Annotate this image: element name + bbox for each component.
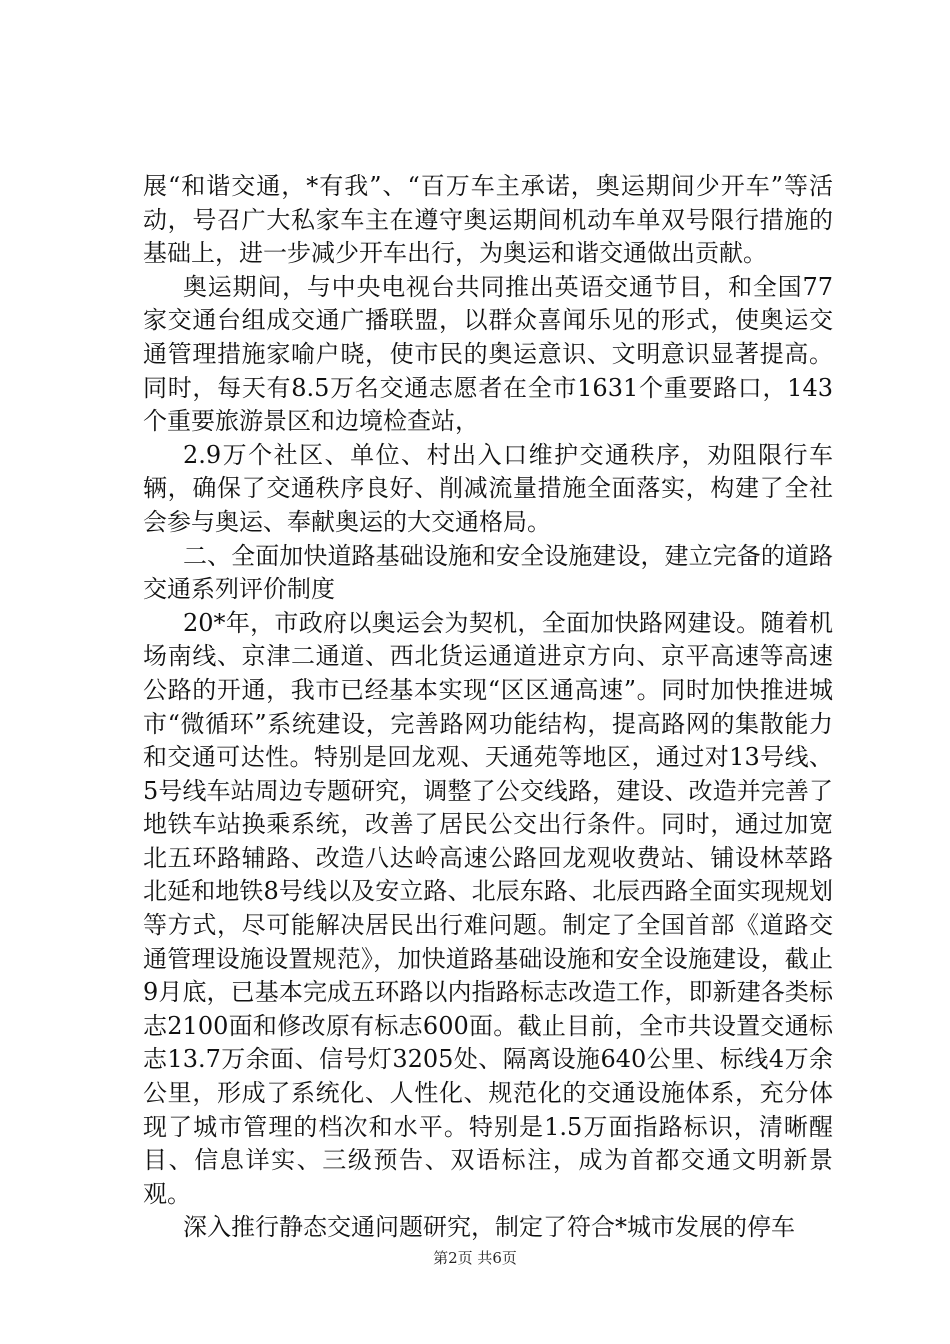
section-heading-2: 二、全面加快道路基础设施和安全设施建设，建立完备的道路交通系列评价制度 (143, 541, 833, 604)
page-footer: 第2页 共6页 (433, 1249, 517, 1267)
paragraph-continuation: 展“和谐交通，*有我”、“百万车主承诺，奥运期间少开车”等活动，号召广大私家车主在遵守奥运期间机动车单双号限行措施的基础上，进一步减少开车出行，为奥运和谐交通做出贡献。 (143, 172, 833, 268)
paragraph-olympic-broadcast: 奥运期间，与中央电视台共同推出英语交通节目，和全国77家交通台组成交通广播联盟，以群众喜闻乐见的形式，使奥运交通管理措施家喻户晓，使市民的奥运意识、文明意识显著提高。同时，每天有8.5万名交通志愿者在全市1631个重要路口，143个重要旅游景区和边境检查站， (143, 272, 833, 436)
document-body (143, 170, 833, 1245)
paragraph-community-order: 2.9万个社区、单位、村出入口维护交通秩序，劝阻限行车辆，确保了交通秩序良好、削减流量措施全面落实，构建了全社会参与奥运、奉献奥运的大交通格局。 (143, 440, 833, 536)
paragraph-static-traffic: 深入推行静态交通问题研究，制定了符合*城市发展的停车 (183, 1213, 795, 1242)
paragraph-road-network: 20*年，市政府以奥运会为契机，全面加快路网建设。随着机场南线、京津二通道、西北货运通道进京方向、京平高速等高速公路的开通，我市已经基本实现“区区通高速”。同时加快推进城市“微循环”系统建设，完善路网功能结构，提高路网的集散能力和交通可达性。特别是回龙观、天通苑等地区，通过对13号线、5号线车站周边专题研究，调整了公交线路，建设、改造并完善了地铁车站换乘系统，改善了居民公交出行条件。同时，通过加宽北五环路辅路、改造八达岭高速公路回龙观收费站、铺设林萃路北延和地铁8号线以及安立路、北辰东路、北辰西路全面实现规划等方式，尽可能解决居民出行难问题。制定了全国首部《道路交通管理设施设置规范》，加快道路基础设施和安全设施建设，截止9月底，已基本完成五环路以内指路标志改造工作，即新建各类标志2100面和修改原有标志600面。截止目前，全市共设置交通标志13.7万余面、信号灯3205处、隔离设施640公里、标线4万余公里，形成了系统化、人性化、规范化的交通设施体系，充分体现了城市管理的档次和水平。特别是1.5万面指路标识，清晰醒目、信息详实、三级预告、双语标注，成为首都交通文明新景观。 (143, 608, 833, 1208)
